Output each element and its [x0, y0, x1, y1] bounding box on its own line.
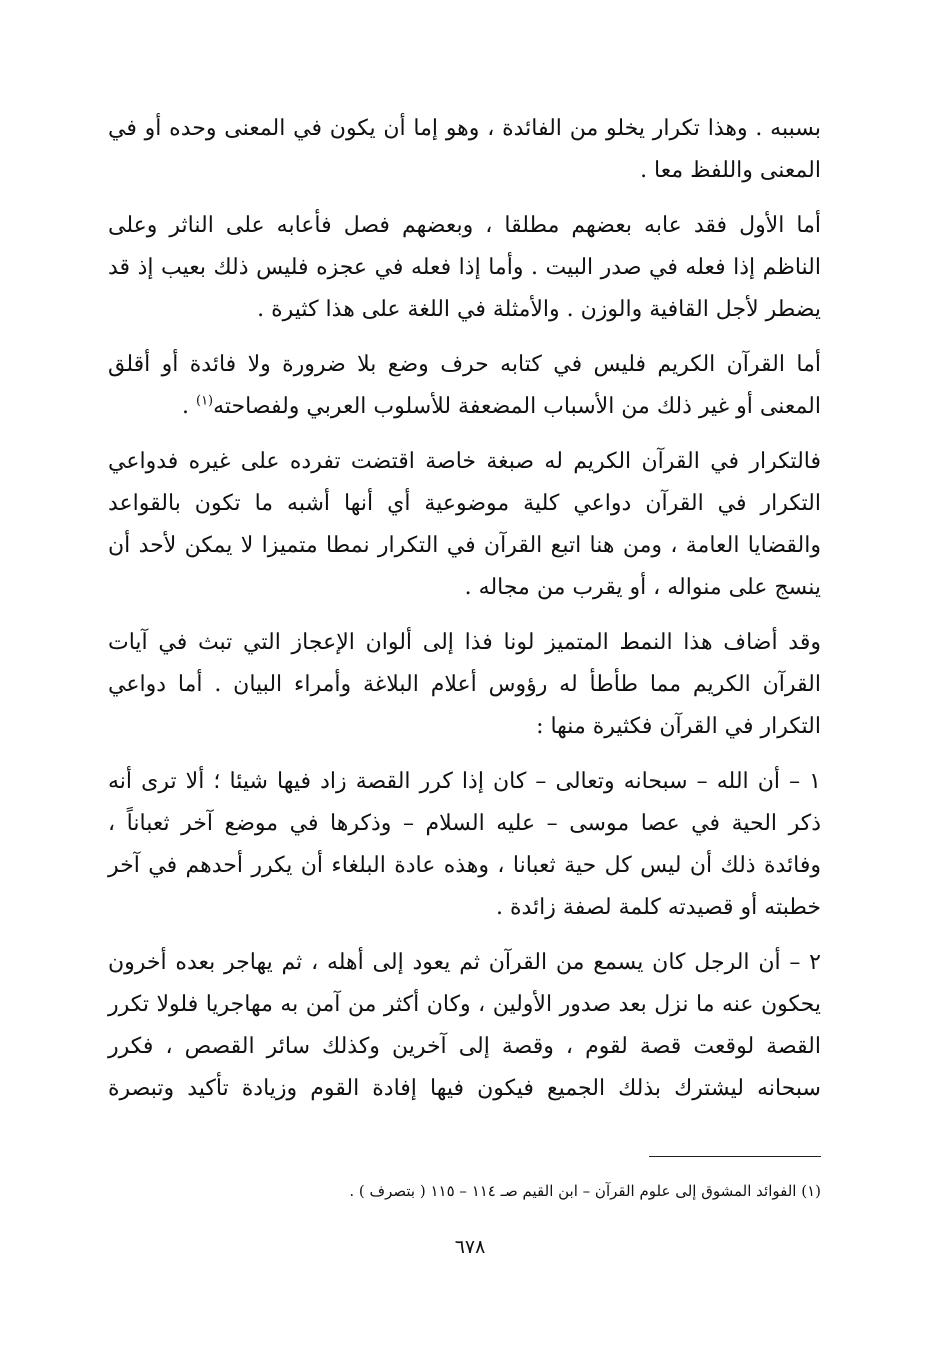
main-text-block [108, 108, 821, 1123]
paragraph-6-text: ١ – أن الله – سبحانه وتعالى – كان إذا كرر القصة زاد فيها شيئا ؛ ألا ترى أنه ذكر الحية في عصا موسى – عليه السلام – وذكرها في موضع آخر ثعباناً ، وفائدة ذلك أن ليس كل حية ثعبانا ، وهذه عادة البلغاء أن يكرر أحدهم في آخر خطبته أو قصيدته كلمة لصفة زائدة . [108, 769, 821, 920]
paragraph-3-tail: . [181, 394, 196, 419]
paragraph-4 [108, 441, 821, 609]
paragraph-7 [108, 942, 821, 1110]
footnote-divider [649, 1156, 821, 1157]
paragraph-4-text: فالتكرار في القرآن الكريم له صبغة خاصة اقتضت تفرده على غيره فدواعي التكرار في القرآن دواعي كلية موضوعية أي أنها أشبه ما تكون بالقواعد والقضايا العامة ، ومن هنا اتبع القرآن في التكرار نمطا متميزا لا يمكن لأحد أن ينسج على منواله ، أو يقرب من مجاله . [108, 449, 821, 600]
paragraph-2 [108, 205, 821, 331]
paragraph-7-text: ٢ – أن الرجل كان يسمع من القرآن ثم يعود إلى أهله ، ثم يهاجر بعده أخرون يحكون عنه ما نزل بعد صدور الأولين ، وكان أكثر من آمن به مهاجريا فلولا تكرر القصة لوقعت قصة لقوم ، وقصة إلى آخرين وكذلك سائر القصص ، فكرر سبحانه ليشترك بذلك الجميع فيكون فيها إفادة القوم وزيادة تأكيد وتبصرة [108, 950, 821, 1101]
page-number: ٦٧٨ [454, 1236, 486, 1258]
paragraph-6 [108, 761, 821, 929]
footnote-text: (١) الفوائد المشوق إلى علوم القرآن – ابن القيم صـ ١١٤ – ١١٥ ( بتصرف ) . [349, 1182, 821, 1200]
footnote-reference-marker: (١) [195, 393, 214, 409]
paragraph-3-text: أما القرآن الكريم فليس في كتابه حرف وضع بلا ضرورة ولا فائدة أو أقلق المعنى أو غير ذلك من الأسباب المضعفة للأسلوب العربي ولفصاحته [108, 352, 821, 419]
paragraph-5 [108, 622, 821, 748]
paragraph-5-text: وقد أضاف هذا النمط المتميز لونا فذا إلى ألوان الإعجاز التي تبث في آيات القرآن الكريم مما طأطأ له رؤوس أعلام البلاغة وأمراء البيان . أما دواعي التكرار في القرآن فكثيرة منها : [108, 630, 821, 739]
paragraph-1-text: بسببه . وهذا تكرار يخلو من الفائدة ، وهو إما أن يكون في المعنى وحده أو في المعنى واللفظ معا . [108, 116, 821, 183]
paragraph-3 [108, 344, 821, 428]
footnote [108, 1178, 821, 1204]
paragraph-1 [108, 108, 821, 192]
paragraph-2-text: أما الأول فقد عابه بعضهم مطلقا ، وبعضهم فصل فأعابه على الناثر وعلى الناظم إذا فعله في صدر البيت . وأما إذا فعله في عجزه فليس ذلك بعيب إذ قد يضطر لأجل القافية والوزن . والأمثلة في اللغة على هذا كثيرة . [108, 213, 821, 322]
